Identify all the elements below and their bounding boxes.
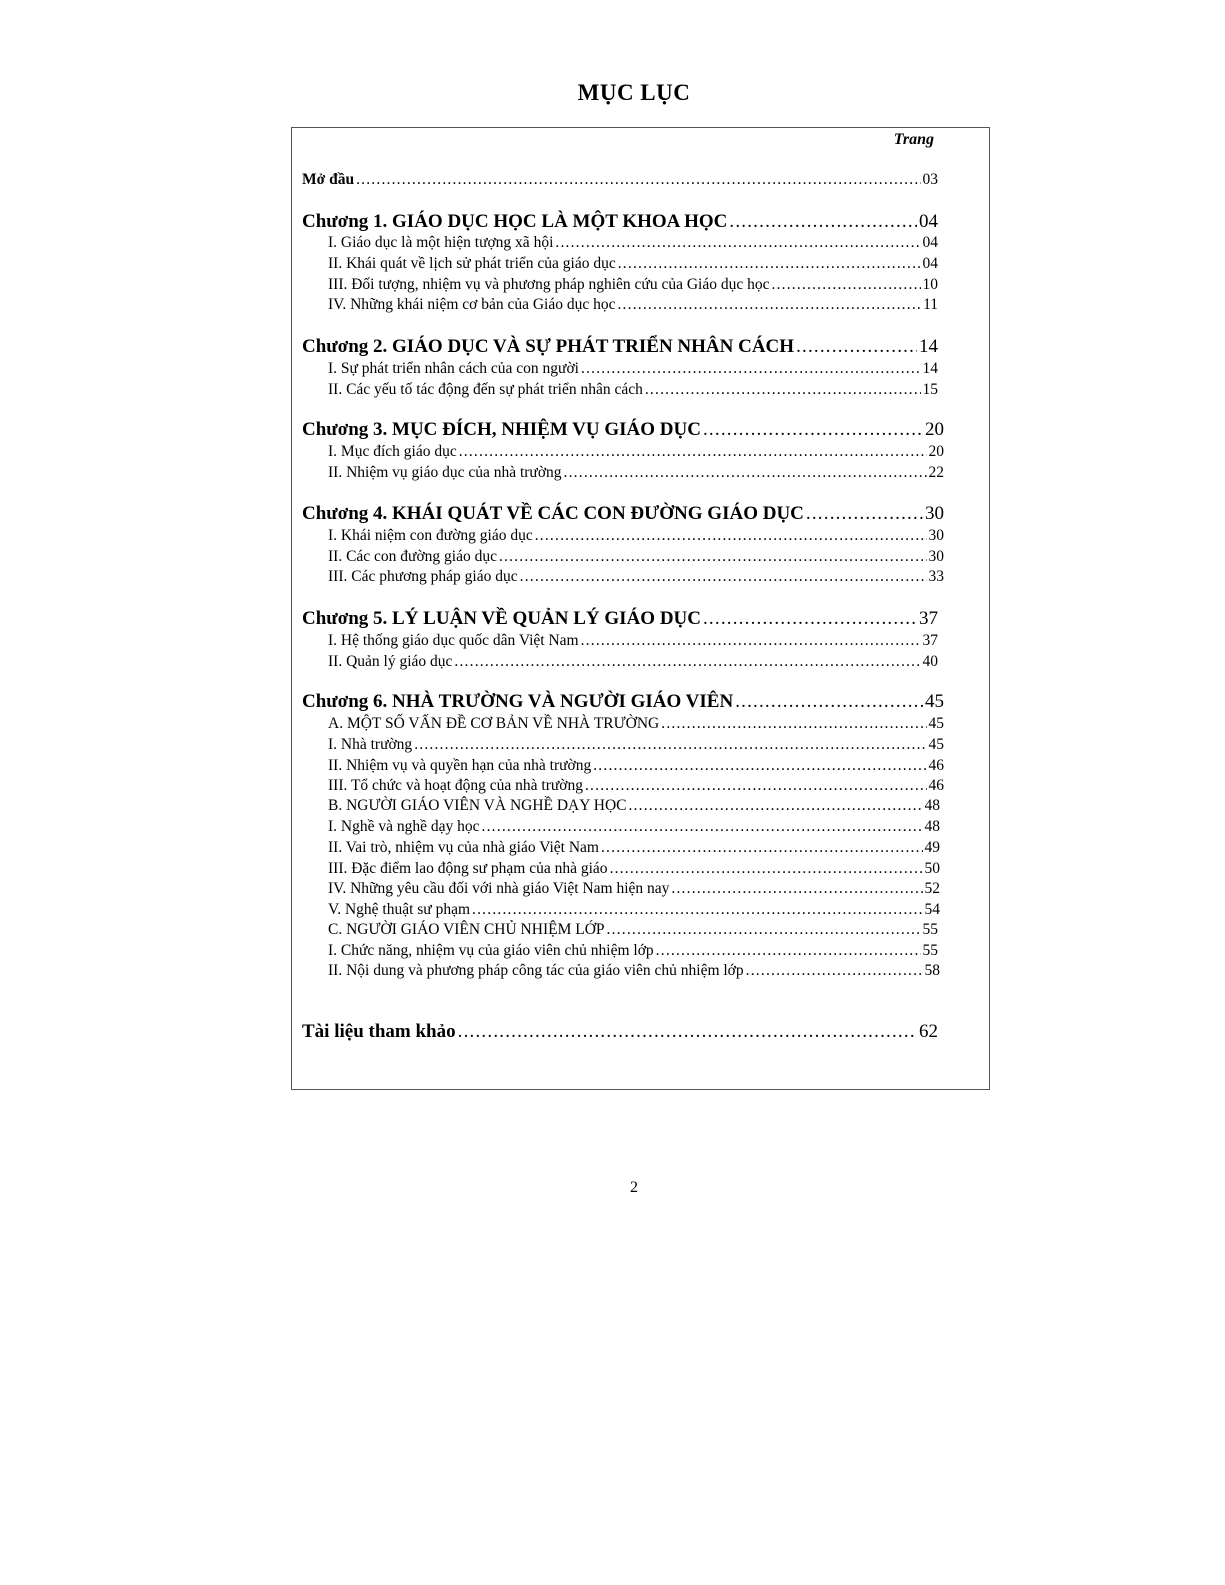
dot-leader <box>617 297 921 313</box>
toc-entry-introduction[interactable] <box>302 172 938 188</box>
toc-entry[interactable] <box>328 963 940 979</box>
dot-leader <box>703 609 917 628</box>
toc-entry[interactable] <box>328 737 944 753</box>
toc-chapter-label: Chương 5. LÝ LUẬN VỀ QUẢN LÝ GIÁO DỤC <box>302 608 701 629</box>
page-number: 2 <box>630 1179 638 1196</box>
toc-entry-label: III. Các phương pháp giáo dục <box>328 568 518 585</box>
toc-entry[interactable] <box>328 549 944 565</box>
toc-entry-page: 14 <box>919 336 938 357</box>
toc-chapter-1[interactable] <box>302 212 938 231</box>
dot-leader <box>520 569 927 585</box>
toc-chapter-label: Chương 2. GIÁO DỤC VÀ SỰ PHÁT TRIỂN NHÂN CÁCH <box>302 336 795 357</box>
dot-leader <box>459 444 927 460</box>
toc-entry[interactable] <box>328 528 944 544</box>
toc-entry-label: I. Chức năng, nhiệm vụ của giáo viên chủ nhiệm lớp <box>328 942 654 959</box>
toc-entry[interactable] <box>328 361 938 377</box>
toc-references[interactable] <box>302 1022 938 1041</box>
toc-entry-page: 30 <box>928 527 944 544</box>
dot-leader <box>601 840 923 856</box>
toc-entry-page: 14 <box>922 360 938 377</box>
toc-entry-label: II. Nhiệm vụ và quyền hạn của nhà trường <box>328 757 592 774</box>
toc-entry-page: 11 <box>923 296 938 313</box>
toc-chapter-6[interactable] <box>302 692 944 711</box>
toc-entry-page: 54 <box>924 901 940 918</box>
dot-leader <box>628 798 922 814</box>
toc-entry[interactable] <box>328 881 940 897</box>
dot-leader <box>729 212 917 231</box>
toc-entry-label: A. MỘT SỐ VẤN ĐỀ CƠ BẢN VỀ NHÀ TRƯỜNG <box>328 715 660 732</box>
dot-leader <box>458 1022 917 1041</box>
toc-entry-label: II. Các con đường giáo dục <box>328 548 497 565</box>
dot-leader <box>472 902 922 918</box>
dot-leader <box>661 716 926 732</box>
page-column-header: Trang <box>893 131 934 148</box>
toc-entry-label: I. Mục đích giáo dục <box>328 443 457 460</box>
dot-leader <box>610 861 923 877</box>
dot-leader <box>499 549 927 565</box>
dot-leader <box>593 758 926 774</box>
toc-chapter-2[interactable] <box>302 337 938 356</box>
toc-entry[interactable] <box>328 633 938 649</box>
toc-entry-page: 33 <box>928 568 944 585</box>
toc-entry[interactable] <box>328 569 944 585</box>
dot-leader <box>645 382 921 398</box>
toc-entry-label: I. Nhà trường <box>328 736 413 753</box>
toc-entry-page: 30 <box>928 548 944 565</box>
toc-entry-page: 62 <box>919 1021 938 1042</box>
toc-entry[interactable] <box>328 943 938 959</box>
toc-entry-page: 37 <box>922 632 938 649</box>
toc-entry-label: C. NGƯỜI GIÁO VIÊN CHỦ NHIỆM LỚP <box>328 921 605 938</box>
toc-entry-label: II. Vai trò, nhiệm vụ của nhà giáo Việt Nam <box>328 839 599 856</box>
toc-entry-page: 30 <box>925 503 944 524</box>
toc-entry[interactable] <box>328 840 940 856</box>
toc-entry[interactable] <box>328 256 938 272</box>
toc-entry[interactable] <box>328 902 940 918</box>
toc-entry-page: 49 <box>924 839 940 856</box>
toc-section-a[interactable] <box>328 716 944 732</box>
toc-entry-label: IV. Những khái niệm cơ bản của Giáo dục học <box>328 296 616 313</box>
toc-entry-page: 20 <box>928 443 944 460</box>
toc-entry-label: II. Quản lý giáo dục <box>328 653 453 670</box>
toc-entry-label: III. Tổ chức và hoạt động của nhà trường <box>328 777 583 794</box>
toc-entry-label: IV. Những yêu cầu đối với nhà giáo Việt Nam hiện nay <box>328 880 670 897</box>
toc-entry-page: 48 <box>924 797 940 814</box>
toc-entry-page: 04 <box>919 211 938 232</box>
toc-entry-page: 45 <box>928 715 944 732</box>
toc-entry-label: I. Hệ thống giáo dục quốc dân Việt Nam <box>328 632 579 649</box>
toc-entry-page: 48 <box>924 818 940 835</box>
dot-leader <box>618 256 921 272</box>
toc-section-b[interactable] <box>328 798 940 814</box>
dot-leader <box>585 778 927 794</box>
toc-section-c[interactable] <box>328 922 938 938</box>
toc-chapter-5[interactable] <box>302 609 938 628</box>
toc-entry-page: 04 <box>922 255 938 272</box>
toc-entry-label: II. Các yếu tố tác động đến sự phát triển nhân cách <box>328 381 643 398</box>
toc-chapter-label: Chương 6. NHÀ TRƯỜNG VÀ NGƯỜI GIÁO VIÊN <box>302 691 734 712</box>
toc-entry-page: 20 <box>925 419 944 440</box>
toc-entry[interactable] <box>328 382 938 398</box>
toc-entry-label: III. Đặc điểm lao động sư phạm của nhà giáo <box>328 860 608 877</box>
toc-entry[interactable] <box>328 277 938 293</box>
toc-entry-label: II. Nội dung và phương pháp công tác của giáo viên chủ nhiệm lớp <box>328 962 744 979</box>
dot-leader <box>746 963 923 979</box>
toc-entry-page: 55 <box>922 921 938 938</box>
toc-entry-label: I. Giáo dục là một hiện tượng xã hội <box>328 234 554 251</box>
toc-entry-label: Tài liệu tham khảo <box>302 1021 456 1042</box>
dot-leader <box>671 881 922 897</box>
toc-entry-page: 04 <box>922 234 938 251</box>
toc-entry[interactable] <box>328 654 938 670</box>
toc-entry[interactable] <box>328 465 944 481</box>
table-of-contents <box>291 127 990 1090</box>
dot-leader <box>796 337 917 356</box>
toc-entry-label: II. Nhiệm vụ giáo dục của nhà trường <box>328 464 562 481</box>
toc-entry[interactable] <box>328 819 940 835</box>
toc-entry-label: I. Nghề và nghề dạy học <box>328 818 480 835</box>
toc-entry[interactable] <box>328 778 944 794</box>
toc-entry-label: B. NGƯỜI GIÁO VIÊN VÀ NGHỀ DẠY HỌC <box>328 797 627 814</box>
toc-entry-page: 15 <box>922 381 938 398</box>
toc-entry[interactable] <box>328 758 944 774</box>
toc-entry[interactable] <box>328 444 944 460</box>
toc-entry-page: 40 <box>922 653 938 670</box>
dot-leader <box>735 692 923 711</box>
dot-leader <box>703 420 923 439</box>
dot-leader <box>581 361 921 377</box>
dot-leader <box>806 504 923 523</box>
dot-leader <box>414 737 926 753</box>
dot-leader <box>564 465 927 481</box>
toc-chapter-3[interactable] <box>302 420 944 439</box>
toc-chapter-label: Chương 4. KHÁI QUÁT VỀ CÁC CON ĐƯỜNG GIÁO DỤC <box>302 503 804 524</box>
toc-entry-label: I. Sự phát triển nhân cách của con người <box>328 360 579 377</box>
toc-entry-page: 22 <box>928 464 944 481</box>
dot-leader <box>607 922 921 938</box>
toc-entry-page: 58 <box>924 962 940 979</box>
page-title: MỤC LỤC <box>577 80 691 105</box>
toc-entry-page: 45 <box>928 736 944 753</box>
dot-leader <box>356 172 920 188</box>
dot-leader <box>555 235 920 251</box>
dot-leader <box>771 277 920 293</box>
toc-chapter-label: Chương 1. GIÁO DỤC HỌC LÀ MỘT KHOA HỌC <box>302 211 728 232</box>
dot-leader <box>656 943 921 959</box>
toc-entry[interactable] <box>328 861 940 877</box>
toc-entry-label: II. Khái quát về lịch sử phát triển của giáo dục <box>328 255 616 272</box>
toc-entry-label: III. Đối tượng, nhiệm vụ và phương pháp nghiên cứu của Giáo dục học <box>328 276 770 293</box>
dot-leader <box>581 633 921 649</box>
toc-entry-page: 50 <box>924 860 940 877</box>
toc-chapter-4[interactable] <box>302 504 944 523</box>
toc-entry-label: Mở đầu <box>302 171 355 188</box>
toc-entry-page: 52 <box>924 880 940 897</box>
toc-entry-page: 10 <box>922 276 938 293</box>
toc-entry-page: 46 <box>928 777 944 794</box>
toc-chapter-label: Chương 3. MỤC ĐÍCH, NHIỆM VỤ GIÁO DỤC <box>302 419 701 440</box>
toc-entry-page: 45 <box>925 691 944 712</box>
dot-leader <box>535 528 927 544</box>
toc-entry[interactable] <box>328 235 938 251</box>
toc-entry-page: 37 <box>919 608 938 629</box>
toc-entry-label: I. Khái niệm con đường giáo dục <box>328 527 533 544</box>
toc-entry-page: 55 <box>922 942 938 959</box>
toc-entry-page: 03 <box>922 171 938 188</box>
dot-leader <box>482 819 923 835</box>
toc-entry-label: V. Nghệ thuật sư phạm <box>328 901 471 918</box>
toc-entry[interactable] <box>328 297 938 313</box>
toc-entry-page: 46 <box>928 757 944 774</box>
dot-leader <box>454 654 920 670</box>
